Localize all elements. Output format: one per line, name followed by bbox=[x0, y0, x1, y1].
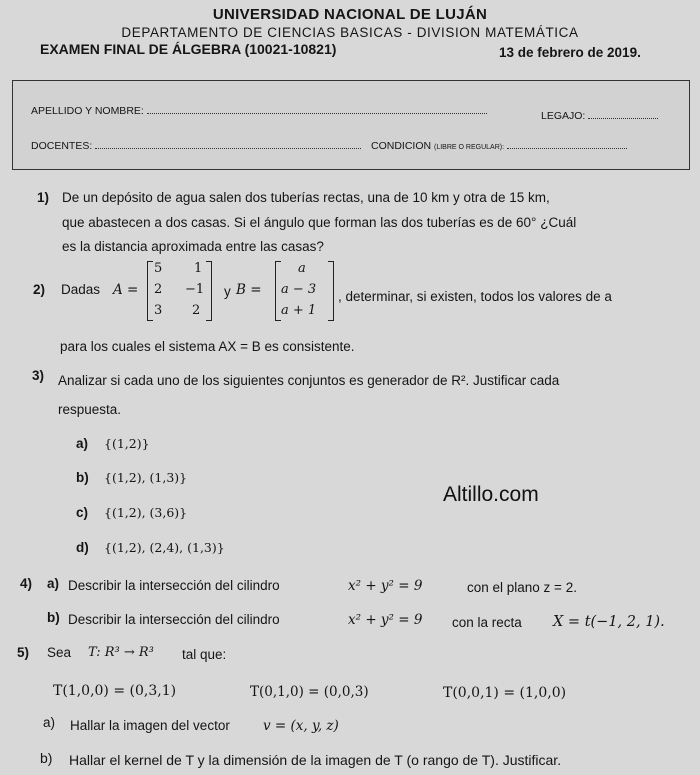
q4a-text: Describir la intersección del cilindro bbox=[68, 578, 280, 593]
q4b-text: Describir la intersección del cilindro bbox=[68, 612, 280, 627]
q5a-text: Hallar la imagen del vector bbox=[70, 718, 230, 733]
university-title: UNIVERSIDAD NACIONAL DE LUJÁN bbox=[212, 6, 488, 23]
matrix-a-cell: −1 bbox=[185, 282, 205, 297]
docentes-label: DOCENTES: bbox=[31, 140, 93, 152]
name-field[interactable] bbox=[31, 103, 487, 117]
q5-t2: T(0,1,0) = (0,0,3) bbox=[250, 684, 369, 700]
q5-intro: Sea bbox=[47, 645, 72, 660]
q1-number: 1) bbox=[37, 190, 50, 205]
q1-line2: que abastecen a dos casas. Si el ángulo que forman las dos tuberías es de 60° ¿Cuál bbox=[62, 215, 577, 230]
q5-t1: T(1,0,0) = (0,3,1) bbox=[53, 683, 177, 699]
q5-number: 5) bbox=[17, 645, 30, 660]
q3-line1: Analizar si cada uno de los siguientes conjuntos es generador de R². Justificar cada bbox=[58, 373, 560, 388]
q4b-line: X = t(−1, 2, 1). bbox=[553, 614, 665, 630]
q3-item-label: a) bbox=[76, 436, 89, 451]
q2-a-eq: A = bbox=[113, 282, 139, 298]
q4a-equation: x² + y² = 9 bbox=[348, 578, 423, 594]
q5a-vector: v = (x, y, z) bbox=[263, 718, 339, 734]
condicion-label: CONDICION bbox=[371, 140, 432, 152]
department-title: DEPARTAMENTO DE CIENCIAS BASICAS - DIVISION MATEMÁTICA bbox=[121, 25, 579, 40]
name-label: APELLIDO Y NOMBRE: bbox=[31, 105, 144, 117]
q5b-label: b) bbox=[40, 750, 53, 766]
q5-tal: tal que: bbox=[182, 647, 227, 662]
q3-item-set: {(1,2), (1,3)} bbox=[104, 470, 188, 485]
exam-date: 13 de febrero de 2019. bbox=[499, 45, 641, 60]
q3-item-label: b) bbox=[76, 470, 89, 485]
q5a-label: a) bbox=[43, 715, 56, 730]
q3-item-set: {(1,2), (3,6)} bbox=[104, 505, 188, 520]
matrix-a-cell: 1 bbox=[194, 261, 203, 276]
exam-title: EXAMEN FINAL DE ÁLGEBRA (10021-10821) bbox=[40, 41, 337, 57]
q4a-label: a) bbox=[47, 576, 60, 591]
q3-item-label: c) bbox=[76, 505, 89, 520]
q2-dadas: Dadas bbox=[61, 282, 101, 297]
legajo-field[interactable] bbox=[541, 108, 658, 122]
matrix-a-cell: 2 bbox=[154, 282, 163, 297]
matrix-a-cell: 5 bbox=[154, 261, 163, 276]
q2-b-eq: B = bbox=[236, 282, 262, 298]
q1-line3: es la distancia aproximada entre las casas? bbox=[62, 239, 324, 254]
condicion-hint: (LIBRE O REGULAR): bbox=[434, 144, 505, 151]
matrix-a-cell: 2 bbox=[192, 303, 201, 318]
matrix-a-cell: 3 bbox=[154, 303, 163, 318]
matrix-b-cell: a − 3 bbox=[281, 282, 317, 297]
matrix-b-cell: a + 1 bbox=[281, 303, 317, 318]
legajo-label: LEGAJO: bbox=[541, 110, 586, 122]
q3-item-label: d) bbox=[76, 540, 89, 555]
q3-number: 3) bbox=[32, 368, 45, 383]
q2-y: y bbox=[224, 284, 231, 299]
matrix-b-cell: a bbox=[298, 261, 306, 276]
student-info-box bbox=[12, 80, 690, 170]
condicion-field[interactable] bbox=[371, 138, 627, 152]
docentes-field[interactable] bbox=[31, 138, 361, 152]
q1-line1: De un depósito de agua salen dos tuberías rectas, una de 10 km y otra de 15 km, bbox=[62, 190, 550, 205]
q3-item-set: {(1,2)} bbox=[104, 436, 150, 451]
altillo-watermark: Altillo.com bbox=[443, 483, 539, 506]
q5b-text: Hallar el kernel de T y la dimensión de la imagen de T (o rango de T). Justificar. bbox=[69, 752, 562, 768]
q4b-rest: con la recta bbox=[452, 615, 522, 630]
q3-line2: respuesta. bbox=[58, 402, 122, 417]
q2-line2: para los cuales el sistema AX = B es consistente. bbox=[60, 339, 355, 354]
q5-map: T: R³ → R³ bbox=[88, 645, 154, 660]
q2-number: 2) bbox=[33, 282, 46, 297]
q3-item-set: {(1,2), (2,4), (1,3)} bbox=[104, 540, 225, 555]
q4a-rest: con el plano z = 2. bbox=[467, 580, 577, 595]
q4b-label: b) bbox=[47, 610, 60, 625]
q2-rest: , determinar, si existen, todos los valores de a bbox=[338, 289, 612, 304]
q5-t3: T(0,0,1) = (1,0,0) bbox=[443, 685, 567, 701]
q4b-equation: x² + y² = 9 bbox=[348, 612, 423, 628]
q4-number: 4) bbox=[20, 576, 33, 591]
